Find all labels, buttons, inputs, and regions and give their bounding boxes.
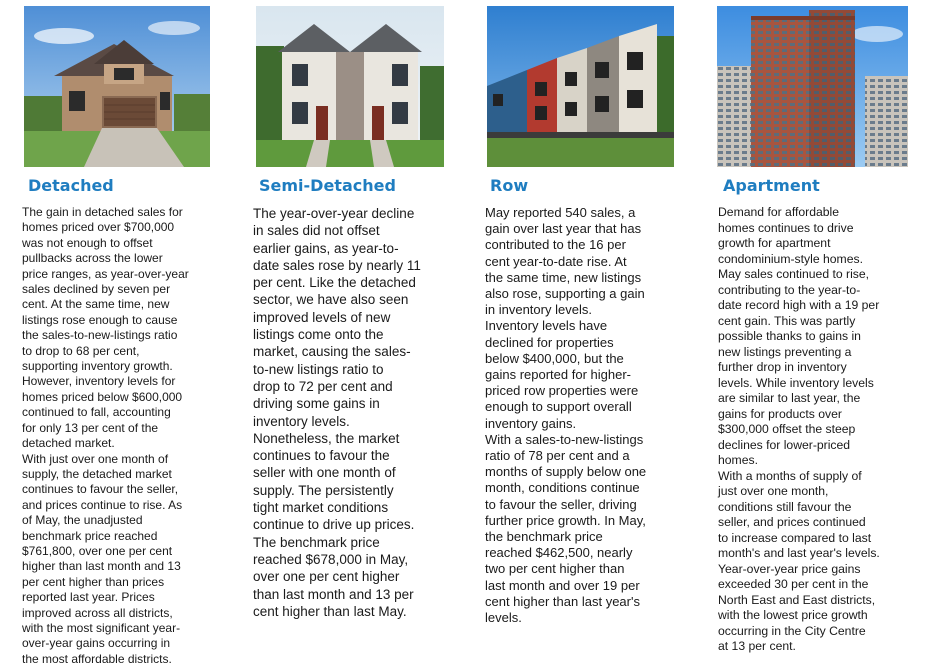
row-heading: Row	[490, 176, 529, 195]
semi-detached-heading: Semi-Detached	[259, 176, 396, 195]
detached-house-photo	[24, 6, 210, 167]
detached-body: The gain in detached sales for homes priced over $700,000 was not enough to offset pullbacks across the lower price ranges, as year-over-year sales declined by seven per cent. At the same time, new listings rose enough to cause the sales-to-new-listings ratio to drop to 68 per cent, supporting inventory growth. However, inventory levels for homes priced below $600,000 continued to fall, accounting for only 13 per cent of the detached market. With just over one month of supply, the detached market continues to favour the seller, and prices continue to rise. As of May, the unadjusted benchmark price reached $761,800, over one per cent higher than last month and 13 per cent higher than prices reported last year. Prices improved across all districts, with the most significant year- over-year gains occurring in the most affordable districts.	[22, 205, 189, 666]
semi-detached-body: The year-over-year decline in sales did not offset earlier gains, as year-to- date sales rose by nearly 11 per cent. Like the detached sector, we have also seen improved levels of new listings come onto the market, causing the sales- to-new listings ratio to drop to 72 per cent and driving some gains in inventory levels. Nonetheless, the market continues to favour the seller with one month of supply. The persistently tight market conditions continue to drive up prices. The benchmark price reached $678,000 in May, over one per cent higher than last month and 13 per cent higher than last May.	[253, 206, 421, 619]
row-body: May reported 540 sales, a gain over last year that has contributed to the 16 per cent year-to-date rise. At the same time, new listings also rose, supporting a gain in inventory levels. Inventory levels have declined for properties below $400,000, but the gains reported for higher- priced row properties were enough to support overall inventory gains. With a sales-to-new-listings ratio of 78 per cent and a months of supply below one month, conditions continue to favour the seller, driving further price growth. In May, the benchmark price reached $462,500, nearly two per cent higher than last month and over 19 per cent higher than last year's levels.	[485, 205, 647, 626]
row-houses-photo	[487, 6, 674, 167]
apartment-body: Demand for affordable homes continues to drive growth for apartment condominium-style homes. May sales continued to rise, contributing to the year-to- date record high with a 19 per cent gain. This was partly possible thanks to gains in new listings preventing a further drop in inventory levels. While inventory levels are similar to last year, the gains for products over $300,000 offset the steep declines for lower-priced homes. With a months of supply of just over one month, conditions still favour the seller, and prices continued to increase compared to last month's and last year's levels. Year-over-year price gains exceeded 30 per cent in the North East and East districts, with the lowest price growth occurring in the City Centre at 13 per cent.	[718, 205, 880, 653]
detached-heading: Detached	[28, 176, 114, 195]
apartment-tower-photo	[717, 6, 908, 167]
apartment-heading: Apartment	[723, 176, 820, 195]
semi-detached-house-photo	[256, 6, 444, 167]
